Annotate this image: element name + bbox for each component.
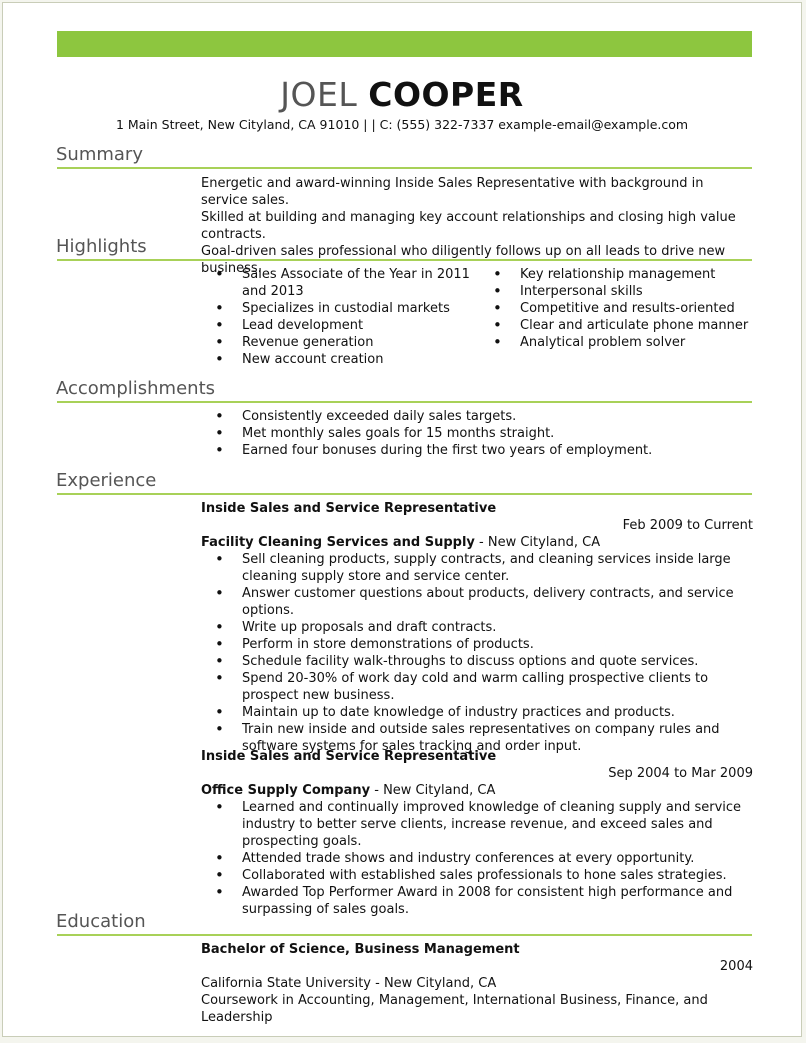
job-location: - New Cityland, CA [370, 783, 496, 798]
job-company: Office Supply Company [201, 783, 371, 798]
list-item: • Consistently exceeded daily sales targets. [201, 408, 753, 425]
last-name: COOPER [368, 75, 524, 114]
summary-line: Energetic and award-winning Inside Sales Representative with background in service sales. [201, 176, 704, 208]
list-item: • Attended trade shows and industry conferences at every opportunity. [201, 850, 753, 867]
list-item: • Write up proposals and draft contracts. [201, 619, 753, 636]
experience-heading: Experience [56, 470, 157, 491]
list-item: • Learned and continually improved knowledge of cleaning supply and service industry to better serve clients, increase revenue, and exceed sales and prospecting goals. [201, 799, 753, 850]
highlights-right-column [479, 266, 753, 351]
job-dates: Feb 2009 to Current [622, 518, 753, 533]
accomplishments-heading: Accomplishments [56, 378, 216, 399]
highlights-divider [57, 259, 752, 261]
list-item: • Revenue generation [201, 334, 473, 351]
job-location: - New Cityland, CA [474, 535, 601, 550]
job-company-line [201, 534, 753, 551]
resume-page [2, 2, 802, 1037]
coursework: Coursework in Accounting, Management, International Business, Finance, and Leadership [201, 993, 708, 1025]
list-item: • Specializes in custodial markets [201, 300, 473, 317]
list-item: • Competitive and results-oriented [479, 300, 753, 317]
list-item: • Collaborated with established sales professionals to hone sales strategies. [201, 867, 753, 884]
list-item: • Sell cleaning products, supply contracts, and cleaning services inside large cleaning supply store and service center. [201, 551, 753, 585]
experience-divider [57, 493, 752, 495]
education-entry [201, 941, 753, 1026]
accomplishments-divider [57, 401, 752, 403]
school: California State University - New Cityland, CA [201, 976, 497, 991]
list-item: • New account creation [201, 351, 473, 368]
highlights-list [201, 266, 753, 366]
header-accent-bar [57, 31, 752, 57]
summary-text [201, 175, 753, 277]
list-item: • Schedule facility walk-throughs to discuss options and quote services. [201, 653, 753, 670]
list-item: • Awarded Top Performer Award in 2008 for consistent high performance and surpassing of sales goals. [201, 884, 753, 918]
contact-line: 1 Main Street, New Cityland, CA 91010 | | C: (555) 322-7337 example-email@example.com [115, 117, 689, 132]
list-item: • Earned four bonuses during the first two years of employment. [201, 442, 753, 459]
list-item: • Answer customer questions about products, delivery contracts, and service options. [201, 585, 753, 619]
summary-divider [57, 167, 752, 169]
accomplishments-list [201, 408, 753, 459]
job-dates: Sep 2004 to Mar 2009 [608, 766, 753, 781]
list-item: • Key relationship management [479, 266, 753, 283]
list-item: • Train new inside and outside sales representatives on company rules and software systems for sales tracking and order input. [201, 721, 753, 755]
job-company: Facility Cleaning Services and Supply [201, 535, 475, 550]
education-heading: Education [56, 911, 146, 932]
highlights-left-column [201, 266, 473, 368]
list-item: • Met monthly sales goals for 15 months straight. [201, 425, 753, 442]
highlights-heading: Highlights [56, 236, 147, 257]
list-item: • Sales Associate of the Year in 2011 and 2013 [201, 266, 473, 300]
job-entry [201, 748, 753, 918]
job-duties [201, 799, 753, 918]
job-duties [201, 551, 753, 755]
list-item: • Clear and articulate phone manner [479, 317, 753, 334]
first-name: JOEL [280, 75, 358, 114]
list-item: • Interpersonal skills [479, 283, 753, 300]
summary-heading: Summary [56, 144, 143, 165]
candidate-name [3, 75, 801, 114]
list-item: • Perform in store demonstrations of products. [201, 636, 753, 653]
list-item: • Spend 20-30% of work day cold and warm calling prospective clients to prospect new business. [201, 670, 753, 704]
summary-line: Skilled at building and managing key account relationships and closing high value contracts. [201, 210, 736, 242]
job-title: Inside Sales and Service Representative [201, 749, 497, 764]
graduation-year: 2004 [719, 959, 753, 974]
job-title: Inside Sales and Service Representative [201, 501, 497, 516]
degree: Bachelor of Science, Business Management [201, 942, 520, 957]
list-item: • Analytical problem solver [479, 334, 753, 351]
education-divider [57, 934, 752, 936]
summary-line: Goal-driven sales professional who diligently follows up on all leads to drive new business. [201, 244, 726, 276]
list-item: • Maintain up to date knowledge of industry practices and products. [201, 704, 753, 721]
list-item: • Lead development [201, 317, 473, 334]
job-entry [201, 500, 753, 755]
job-company-line [201, 782, 753, 799]
